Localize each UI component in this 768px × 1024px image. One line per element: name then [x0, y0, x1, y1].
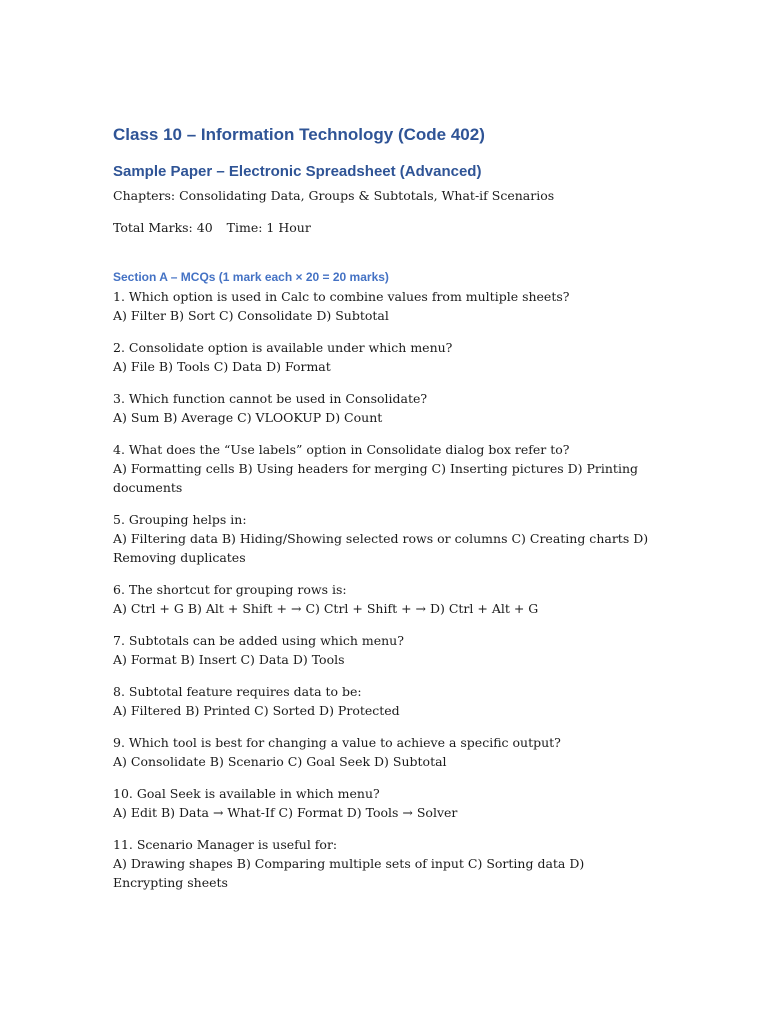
total-marks: Total Marks: 40 — [113, 220, 213, 235]
question-text: 8. Subtotal feature requires data to be: — [113, 684, 362, 699]
question-item — [113, 440, 653, 497]
document-title: Class 10 – Information Technology (Code 402) — [113, 125, 485, 144]
question-item — [113, 580, 653, 618]
question-list — [113, 287, 653, 892]
question-text: 3. Which function cannot be used in Consolidate? — [113, 391, 428, 406]
question-options: A) Filtered B) Printed C) Sorted D) Protected — [113, 703, 400, 718]
question-item — [113, 631, 653, 669]
question-options: A) Filter B) Sort C) Consolidate D) Subtotal — [113, 308, 389, 323]
question-options: A) Drawing shapes B) Comparing multiple sets of input C) Sorting data D) Encrypting sheets — [113, 856, 585, 890]
question-text: 1. Which option is used in Calc to combine values from multiple sheets? — [113, 289, 570, 304]
question-item — [113, 784, 653, 822]
question-options: A) Filtering data B) Hiding/Showing selected rows or columns C) Creating charts D) Removing duplicates — [113, 531, 649, 565]
question-item — [113, 510, 653, 567]
question-options: A) Format B) Insert C) Data D) Tools — [113, 652, 345, 667]
question-options: A) Consolidate B) Scenario C) Goal Seek D) Subtotal — [113, 754, 447, 769]
document-subtitle: Sample Paper – Electronic Spreadsheet (Advanced) — [113, 163, 482, 180]
question-item — [113, 287, 653, 325]
chapters-line: Chapters: Consolidating Data, Groups & Subtotals, What-if Scenarios — [113, 188, 555, 203]
question-item — [113, 733, 653, 771]
question-item — [113, 835, 653, 892]
question-item — [113, 389, 653, 427]
section-a-heading: Section A – MCQs (1 mark each × 20 = 20 marks) — [113, 270, 389, 284]
question-options: A) File B) Tools C) Data D) Format — [113, 359, 331, 374]
question-text: 2. Consolidate option is available under which menu? — [113, 340, 453, 355]
time-limit: Time: 1 Hour — [226, 220, 311, 235]
question-text: 5. Grouping helps in: — [113, 512, 247, 527]
question-text: 10. Goal Seek is available in which menu? — [113, 786, 380, 801]
question-text: 11. Scenario Manager is useful for: — [113, 837, 338, 852]
question-options: A) Edit B) Data → What-If C) Format D) Tools → Solver — [113, 805, 458, 820]
question-text: 7. Subtotals can be added using which menu? — [113, 633, 404, 648]
question-options: A) Ctrl + G B) Alt + Shift + → C) Ctrl + Shift + → D) Ctrl + Alt + G — [113, 601, 539, 616]
question-item — [113, 338, 653, 376]
marks-time-line — [113, 218, 653, 237]
question-text: 4. What does the “Use labels” option in Consolidate dialog box refer to? — [113, 442, 570, 457]
document-body — [113, 124, 653, 905]
question-text: 6. The shortcut for grouping rows is: — [113, 582, 347, 597]
question-options: A) Sum B) Average C) VLOOKUP D) Count — [113, 410, 383, 425]
question-options: A) Formatting cells B) Using headers for merging C) Inserting pictures D) Printing documents — [113, 461, 638, 495]
question-item — [113, 682, 653, 720]
question-text: 9. Which tool is best for changing a value to achieve a specific output? — [113, 735, 561, 750]
